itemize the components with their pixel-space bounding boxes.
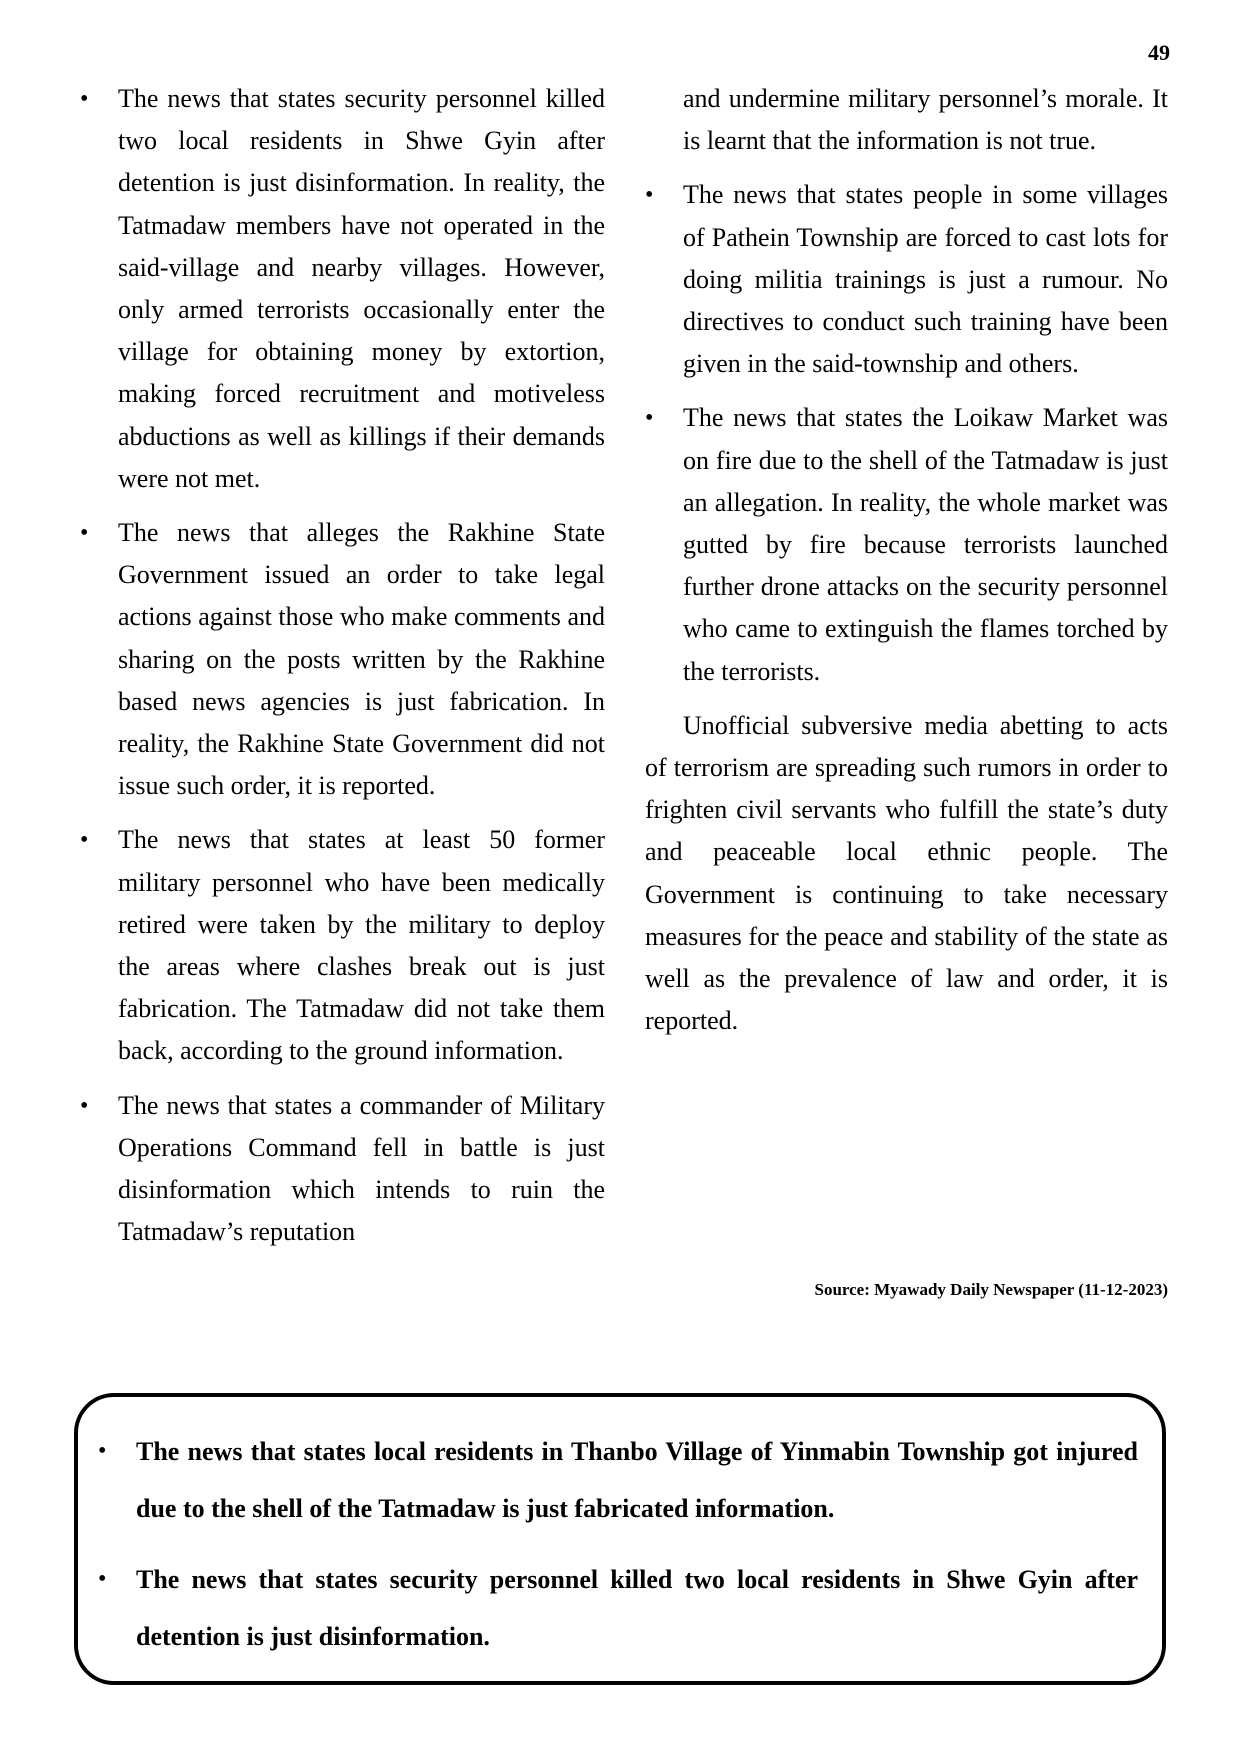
summary-item: • The news that states local residents in Thanbo Village of Yinmabin Township got injured due to the shell of the Tatmadaw is just fabricated information. bbox=[98, 1423, 1138, 1537]
right-bullet-list bbox=[645, 174, 1168, 692]
summary-list bbox=[98, 1423, 1138, 1665]
bullet-item: • The news that states security personnel killed two local residents in Shwe Gyin after detention is just disinformation. In reality, the Tatmadaw members have not operated in the said-village and nearby villages. However, only armed terrorists occasionally enter the village for obtaining money by extortion, making forced recruitment and motiveless abductions as well as killings if their demands were not met. bbox=[80, 78, 605, 500]
bullet-item: • The news that states a commander of Military Operations Command fell in battle is just disinformation which intends to ruin the Tatmadaw’s reputation bbox=[80, 1085, 605, 1254]
page-number: 49 bbox=[1148, 40, 1170, 65]
bullet-item: • The news that states the Loikaw Market was on fire due to the shell of the Tatmadaw is just an allegation. In reality, the whole market was gutted by fire because terrorists launched further drone attacks on the security personnel who came to extinguish the flames torched by the terrorists. bbox=[645, 397, 1168, 692]
continued-bullet-text: and undermine military personnel’s morale. It is learnt that the information is not true. bbox=[683, 84, 1168, 156]
bullet-item: • The news that states people in some villages of Pathein Township are forced to cast lots for doing militia trainings is just a rumour. No directives to conduct such training have been given in the said-township and others. bbox=[645, 174, 1168, 385]
left-column bbox=[80, 78, 605, 1253]
summary-item: • The news that states security personnel killed two local residents in Shwe Gyin after detention is just disinformation. bbox=[98, 1551, 1138, 1665]
source-citation: Source: Myawady Daily Newspaper (11-12-2023) bbox=[814, 1280, 1168, 1299]
bullet-item: • The news that alleges the Rakhine State Government issued an order to take legal actions against those who make comments and sharing on the posts written by the Rakhine based news agencies is just fabrication. In reality, the Rakhine State Government did not issue such order, it is reported. bbox=[80, 512, 605, 807]
closing-paragraph: Unofficial subversive media abetting to acts of terrorism are spreading such rumors in order to frighten civil servants who fulfill the state’s duty and peaceable local ethnic people. The Government is continuing to take necessary measures for the peace and stability of the state as well as the prevalence of law and order, it is reported. bbox=[645, 710, 1168, 1036]
left-bullet-list bbox=[80, 78, 605, 1253]
summary-box bbox=[74, 1393, 1166, 1685]
right-column bbox=[645, 78, 1168, 1042]
bullet-item: • The news that states at least 50 former military personnel who have been medically retired were taken by the military to deploy the areas where clashes break out is just fabrication. The Tatmadaw did not take them back, according to the ground information. bbox=[80, 819, 605, 1072]
